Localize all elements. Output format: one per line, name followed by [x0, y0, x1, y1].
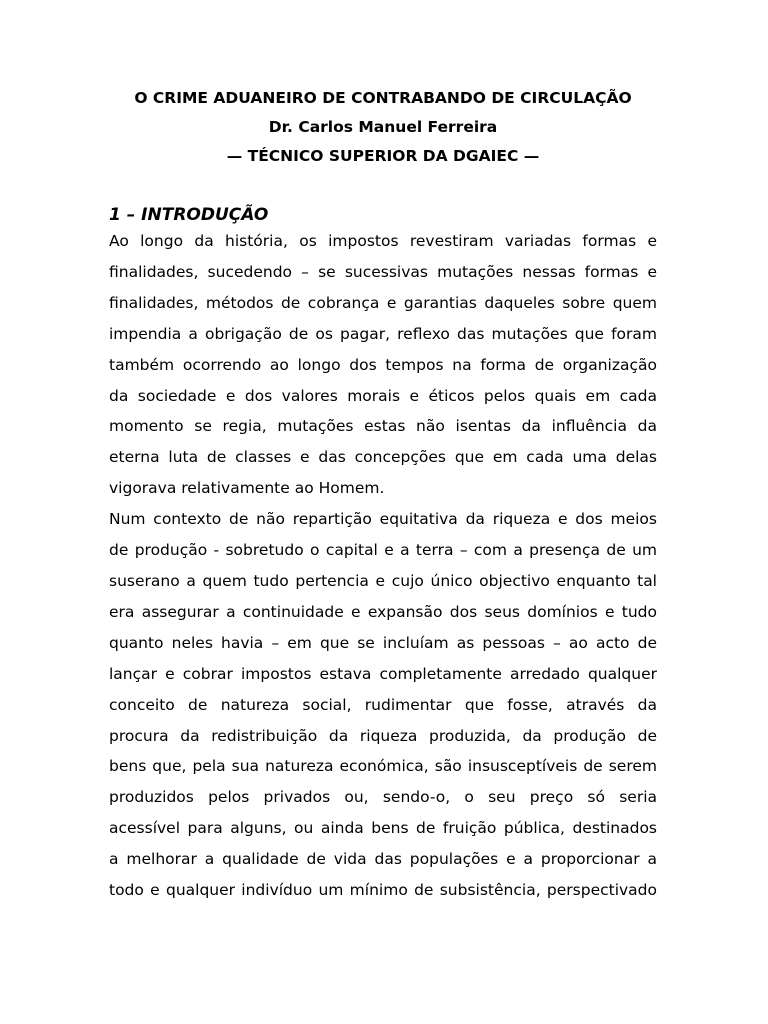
text-line: finalidades, sucedendo – se sucessivas mutações nessas formas e — [109, 262, 657, 281]
text-line: impendia a obrigação de os pagar, reflexo das mutações que foram — [109, 324, 657, 343]
text-line: todo e qualquer indivíduo um mínimo de subsistência, perspectivado — [109, 881, 657, 900]
text-line: momento se regia, mutações estas não isentas da influência da — [109, 417, 657, 436]
text-line: Num contexto de não repartição equitativa da riqueza e dos meios — [109, 510, 657, 529]
text-line: vigorava relativamente ao Homem. — [109, 479, 385, 498]
text-line: lançar e cobrar impostos estava completamente arredado qualquer — [109, 664, 657, 683]
text-line: Ao longo da história, os impostos revestiram variadas formas e — [109, 232, 657, 250]
author-name: Dr. Carlos Manuel Ferreira — [268, 118, 498, 136]
text-line: a melhorar a qualidade de vida das populações e a proporcionar a — [109, 850, 657, 869]
document-page — [109, 84, 657, 906]
text-line: conceito de natureza social, rudimentar que fosse, através da — [109, 695, 657, 714]
text-line: suserano a quem tudo pertencia e cujo único objectivo enquanto tal — [109, 571, 657, 590]
text-line: finalidades, métodos de cobrança e garantias daqueles sobre quem — [109, 293, 657, 312]
body-text — [109, 226, 657, 906]
text-line: quanto neles havia – em que se incluíam as pessoas – ao acto de — [109, 633, 657, 652]
text-line: acessível para alguns, ou ainda bens de fruição pública, destinados — [109, 819, 657, 838]
text-line: era assegurar a continuidade e expansão dos seus domínios e tudo — [109, 602, 657, 621]
text-line: da sociedade e dos valores morais e éticos pelos quais em cada — [109, 386, 657, 405]
text-line: eterna luta de classes e das concepções que em cada uma delas — [109, 448, 657, 467]
text-line: procura da redistribuição da riqueza produzida, da produção de — [109, 726, 657, 745]
text-line: produzidos pelos privados ou, sendo-o, o seu preço só seria — [109, 788, 657, 807]
section-heading: 1 – INTRODUÇÃO — [109, 205, 269, 225]
document-title: O CRIME ADUANEIRO DE CONTRABANDO DE CIRCULAÇÃO — [134, 89, 632, 107]
author-role: — TÉCNICO SUPERIOR DA DGAIEC — — [226, 147, 540, 165]
paragraph-1 — [109, 226, 657, 504]
text-line: também ocorrendo ao longo dos tempos na forma de organização — [109, 355, 657, 374]
text-line: bens que, pela sua natureza económica, são insusceptíveis de serem — [109, 757, 657, 776]
paragraph-2 — [109, 504, 657, 906]
text-line: de produção - sobretudo o capital e a terra – com a presença de um — [109, 541, 657, 560]
